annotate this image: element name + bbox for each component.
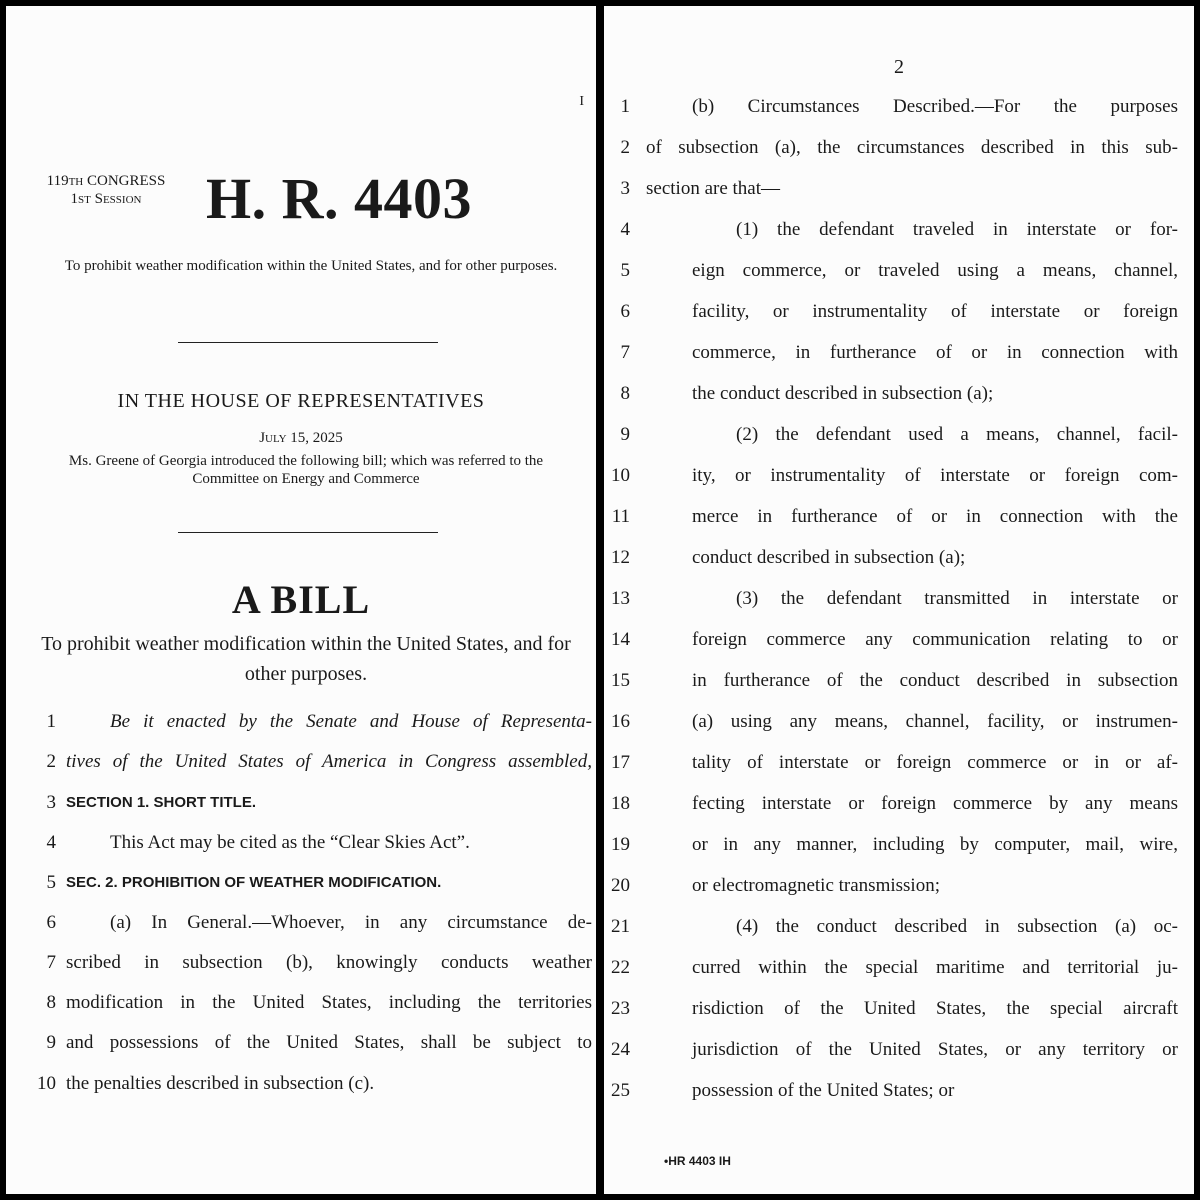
line-text: (a) In General.—Whoever, in any circumstance de- [110, 912, 592, 933]
line-number: 1 [46, 711, 56, 732]
divider-rule [178, 532, 438, 533]
line-number: 9 [46, 1032, 56, 1053]
line-text: foreign commerce any communication relating to or [692, 629, 1178, 650]
line-text: or in any manner, including by computer, mail, wire, [692, 834, 1178, 855]
document-type-heading: A BILL [231, 577, 371, 622]
line-number: 14 [611, 629, 630, 650]
line-text: (3) the defendant transmitted in interstate or [736, 588, 1178, 609]
short-description: To prohibit weather modification within the United States, and for other purposes. [64, 258, 558, 274]
corner-mark: I [579, 94, 584, 109]
line-number: 17 [611, 752, 630, 773]
line-number: 18 [611, 793, 630, 814]
line-number: 2 [46, 751, 56, 772]
line-text: the penalties described in subsection (c). [66, 1073, 375, 1094]
line-number: 7 [46, 952, 56, 973]
line-number: 5 [620, 260, 630, 281]
line-text: jurisdiction of the United States, or any territory or [692, 1039, 1178, 1060]
line-text: modification in the United States, including the territories [66, 992, 592, 1013]
line-text: possession of the United States; or [692, 1080, 955, 1101]
line-text [692, 92, 1178, 122]
line-number: 15 [611, 670, 630, 691]
line-text: of subsection (a), the circumstances described in this sub- [646, 137, 1178, 158]
line-text: eign commerce, or traveled using a means, channel, [692, 260, 1178, 281]
line-text: fecting interstate or foreign commerce by any means [692, 793, 1178, 814]
congress-session-block [26, 172, 186, 208]
line-number: 25 [611, 1080, 630, 1101]
line-text: commerce, in furtherance of or in connection with [692, 342, 1178, 363]
bill-number: H. R. 4403 [206, 166, 472, 231]
line-number: 16 [611, 711, 630, 732]
line-text: merce in furtherance of or in connection with the [692, 506, 1178, 527]
line-number: 5 [46, 872, 56, 893]
line-number: 9 [620, 424, 630, 445]
line-number: 11 [611, 506, 630, 527]
line-text: the conduct described in subsection (a); [692, 383, 994, 404]
line-text: (a) using any means, channel, facility, or instrumen- [692, 711, 1178, 732]
long-title: To prohibit weather modification within the United States, and for other purposes. [41, 633, 571, 685]
bill-footer-id: •HR 4403 IH [664, 1154, 731, 1168]
introduction-statement: Ms. Greene of Georgia introduced the following bill; which was referred to the Committee on Energy and Commerce [68, 453, 544, 487]
line-number: 6 [46, 912, 56, 933]
line-text: (1) the defendant traveled in interstate or for- [736, 219, 1178, 240]
line-number: 23 [611, 998, 630, 1019]
section-heading: SECTION 1. SHORT TITLE. [66, 794, 257, 811]
session-label: 1st Session [70, 191, 142, 207]
line-number: 4 [46, 832, 56, 853]
line-text: (4) the conduct described in subsection (a) oc- [736, 916, 1178, 937]
enacting-clause-line: tives of the United States of America in Congress assembled, [66, 751, 592, 772]
line-number: 3 [620, 178, 630, 199]
line-text: curred within the special maritime and territorial ju- [692, 957, 1178, 978]
line-number: 1 [620, 96, 630, 117]
line-text: risdiction of the United States, the special aircraft [692, 998, 1178, 1019]
line-text: facility, or instrumentality of interstate or foreign [692, 301, 1178, 322]
line-text: tality of interstate or foreign commerce or in or af- [692, 752, 1178, 773]
line-number: 20 [611, 875, 630, 896]
line-text: section are that— [646, 178, 781, 199]
line-text: and possessions of the United States, shall be subject to [66, 1032, 592, 1053]
line-number: 10 [611, 465, 630, 486]
line-number: 4 [620, 219, 630, 240]
line-number: 2 [620, 137, 630, 158]
bill-page-1 [6, 6, 596, 1194]
line-text: scribed in subsection (b), knowingly conducts weather [66, 952, 592, 973]
line-number: 12 [611, 547, 630, 568]
chamber-heading: IN THE HOUSE OF REPRESENTATIVES [117, 390, 485, 412]
subsection-b-text: (b) Circumstances Described.—For the purposes [692, 96, 1178, 117]
line-text: (2) the defendant used a means, channel, facil- [736, 424, 1178, 445]
line-text: This Act may be cited as the “Clear Skies Act”. [110, 832, 470, 853]
line-text: conduct described in subsection (a); [692, 547, 966, 568]
line-text: ity, or instrumentality of interstate or foreign com- [692, 465, 1178, 486]
line-number: 7 [620, 342, 630, 363]
line-number: 19 [611, 834, 630, 855]
congress-label: 119th CONGRESS [46, 173, 166, 189]
line-number: 13 [611, 588, 630, 609]
line-number: 22 [611, 957, 630, 978]
line-number: 3 [46, 792, 56, 813]
introduction-date: July 15, 2025 [259, 430, 343, 446]
divider-rule [178, 342, 438, 343]
line-number: 6 [620, 301, 630, 322]
bill-page-2 [604, 6, 1194, 1194]
line-number: 21 [611, 916, 630, 937]
line-number: 10 [37, 1073, 56, 1094]
enacting-clause-line: Be it enacted by the Senate and House of Representa- [110, 711, 592, 732]
line-number: 8 [620, 383, 630, 404]
page-number: 2 [894, 56, 904, 78]
line-number: 8 [46, 992, 56, 1013]
line-number: 24 [611, 1039, 630, 1060]
line-text: or electromagnetic transmission; [692, 875, 940, 896]
line-text: in furtherance of the conduct described in subsection [692, 670, 1178, 691]
section-heading: SEC. 2. PROHIBITION OF WEATHER MODIFICATION. [66, 874, 442, 891]
